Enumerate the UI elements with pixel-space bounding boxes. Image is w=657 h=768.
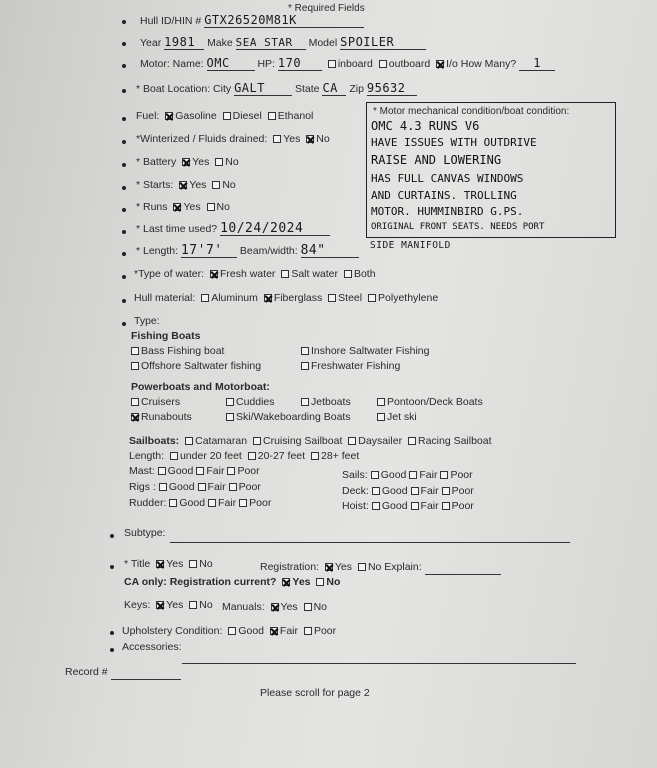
upholstery-good-label: Good	[238, 625, 264, 637]
pontoon-item	[374, 396, 483, 409]
jetboats-item	[298, 396, 351, 409]
inboard-checkbox[interactable]	[328, 60, 336, 68]
ca-no-checkbox[interactable]	[316, 578, 324, 586]
bullet	[110, 631, 114, 635]
sails-poor-checkbox[interactable]	[440, 471, 448, 479]
motor-row	[140, 57, 555, 71]
fair-label: Fair	[420, 485, 439, 497]
model-label: Model	[308, 37, 338, 49]
condition-line: AND CURTAINS. TROLLING	[371, 189, 517, 202]
title-yes-checkbox[interactable]	[156, 560, 164, 568]
year-row	[140, 36, 426, 50]
rudder-label: Rudder:	[129, 497, 167, 509]
condition-line: MOTOR. HUMMINBIRD G.PS.	[371, 205, 524, 218]
daysailer-label: Daysailer	[358, 435, 403, 447]
length-row	[136, 244, 359, 258]
starts-no-checkbox[interactable]	[212, 181, 220, 189]
hoist-label: Hoist:	[342, 500, 369, 512]
good-label: Good	[179, 497, 206, 509]
fishing-bass-row	[128, 345, 224, 358]
motor-label: Motor: Name:	[140, 58, 204, 70]
record-row	[65, 666, 181, 680]
outboard-label: outboard	[388, 58, 431, 70]
zip-value[interactable]: 95632	[367, 82, 417, 96]
subtype-label: Subtype:	[124, 527, 166, 539]
gasoline-checkbox[interactable]	[165, 112, 173, 120]
keys-no-label: No	[199, 599, 213, 611]
under-20-label: under 20 feet	[179, 450, 242, 462]
length-value[interactable]: 17'7'	[181, 244, 237, 258]
rigs-row	[129, 481, 261, 494]
daysailer-checkbox[interactable]	[348, 437, 356, 445]
accessories-input[interactable]	[182, 663, 576, 664]
cruising-sailboat-checkbox[interactable]	[253, 437, 261, 445]
pontoon-label: Pontoon/Deck Boats	[387, 396, 483, 408]
sail-length-row	[129, 450, 359, 463]
runabouts-checkbox[interactable]	[131, 413, 139, 421]
poor-label: Poor	[237, 465, 260, 477]
water-row	[134, 268, 376, 281]
good-label: Good	[168, 481, 195, 493]
make-value[interactable]: SEA STAR	[236, 36, 306, 50]
bass-checkbox[interactable]	[131, 347, 139, 355]
cuddies-label: Cuddies	[236, 396, 275, 408]
ca-only-label: CA only: Registration current?	[124, 576, 277, 588]
city-value[interactable]: GALT	[234, 82, 292, 96]
type-label: Type:	[134, 315, 160, 327]
title-row	[124, 558, 213, 571]
ski-checkbox[interactable]	[226, 413, 234, 421]
sails-fair-checkbox[interactable]	[409, 471, 417, 479]
bullet	[122, 163, 126, 167]
hull-value[interactable]: GTX26520M81K	[204, 14, 364, 28]
deck-good-checkbox[interactable]	[372, 487, 380, 495]
winterized-yes-label: Yes	[283, 133, 301, 145]
runs-no-checkbox[interactable]	[207, 203, 215, 211]
winterized-label: *Winterized / Fluids drained:	[136, 133, 268, 145]
poor-label: Poor	[451, 485, 474, 497]
length-label: * Length:	[136, 245, 179, 257]
inshore-checkbox[interactable]	[301, 347, 309, 355]
poor-label: Poor	[451, 500, 474, 512]
fair-label: Fair	[206, 465, 225, 477]
manuals-no-checkbox[interactable]	[304, 603, 312, 611]
starts-yes-label: Yes	[189, 179, 207, 191]
registration-row	[260, 561, 501, 575]
upholstery-poor-checkbox[interactable]	[304, 627, 312, 635]
cuddies-item	[223, 396, 275, 409]
hull-material-row	[134, 292, 438, 305]
runabouts-item	[128, 411, 192, 424]
inshore-label: Inshore Saltwater Fishing	[311, 345, 430, 357]
bullet	[122, 89, 126, 93]
io-label: I/o How Many?	[446, 58, 517, 70]
bullet	[110, 565, 114, 569]
condition-box[interactable]	[366, 102, 616, 238]
good-label: Good	[167, 465, 194, 477]
battery-row	[136, 156, 239, 169]
state-label: State	[294, 83, 320, 95]
fiberglass-checkbox[interactable]	[264, 294, 272, 302]
rudder-fair-checkbox[interactable]	[208, 499, 216, 507]
rigs-fair-checkbox[interactable]	[198, 483, 206, 491]
registration-yes-label: Yes	[334, 561, 353, 573]
good-label: Good	[380, 469, 407, 481]
bullet	[122, 230, 126, 234]
runs-no-label: No	[216, 201, 230, 213]
poor-label: Poor	[238, 481, 261, 493]
condition-line: HAVE ISSUES WITH OUTDRIVE	[371, 136, 537, 149]
last-used-label: * Last time used?	[136, 223, 218, 235]
sails-label: Sails:	[342, 469, 368, 481]
polyethylene-label: Polyethylene	[378, 292, 439, 304]
hoist-fair-checkbox[interactable]	[411, 502, 419, 510]
sail-row	[129, 435, 492, 448]
water-label: *Type of water:	[134, 268, 205, 280]
location-row	[136, 82, 417, 96]
bullet	[122, 20, 126, 24]
bass-label: Bass Fishing boat	[141, 345, 225, 357]
mast-row	[129, 465, 260, 478]
battery-label: * Battery	[136, 156, 177, 168]
jetski-label: Jet ski	[387, 411, 417, 423]
manuals-row	[222, 601, 327, 614]
state-value[interactable]: CA	[322, 82, 346, 96]
record-input[interactable]	[111, 666, 181, 680]
freshwater-label: Freshwater Fishing	[311, 360, 401, 372]
fair-label: Fair	[207, 481, 226, 493]
ethanol-label: Ethanol	[277, 110, 314, 122]
beam-label: Beam/width:	[239, 245, 298, 257]
hull-material-label: Hull material:	[134, 292, 196, 304]
ca-no-label: No	[326, 576, 341, 588]
pontoon-checkbox[interactable]	[377, 398, 385, 406]
power-title: Powerboats and Motorboat:	[131, 381, 270, 393]
runs-row	[136, 201, 230, 214]
offshore-checkbox[interactable]	[131, 362, 139, 370]
both-water-checkbox[interactable]	[344, 270, 352, 278]
fishing-freshwater-row	[298, 360, 400, 373]
starts-yes-checkbox[interactable]	[179, 181, 187, 189]
io-checkbox[interactable]	[436, 60, 444, 68]
title-yes-label: Yes	[166, 558, 184, 570]
runs-label: * Runs	[136, 201, 168, 213]
title-label: * Title	[124, 558, 151, 570]
upholstery-poor-label: Poor	[313, 625, 337, 637]
rigs-poor-checkbox[interactable]	[229, 483, 237, 491]
hp-value[interactable]: 170	[278, 57, 322, 71]
offshore-label: Offshore Saltwater fishing	[141, 360, 262, 372]
manuals-label: Manuals:	[222, 601, 265, 613]
aluminum-checkbox[interactable]	[201, 294, 209, 302]
accessories-label: Accessories:	[122, 641, 182, 653]
cruisers-label: Cruisers	[141, 396, 181, 408]
zip-label: Zip	[349, 83, 364, 95]
battery-yes-label: Yes	[192, 156, 210, 168]
hull-row	[140, 14, 364, 28]
fishing-title: Fishing Boats	[131, 330, 201, 342]
hull-label: Hull ID/HIN #	[140, 15, 202, 27]
20-27-label: 20-27 feet	[257, 450, 306, 462]
ski-label: Ski/Wakeboarding Boats	[236, 411, 351, 423]
last-used-row	[136, 222, 330, 236]
required-note: * Required Fields	[288, 3, 365, 14]
good-label: Good	[381, 500, 408, 512]
freshwater-checkbox[interactable]	[301, 362, 309, 370]
bullet	[110, 534, 114, 538]
rudder-poor-checkbox[interactable]	[239, 499, 247, 507]
winterized-yes-checkbox[interactable]	[273, 135, 281, 143]
last-used-value[interactable]: 10/24/2024	[220, 222, 330, 236]
title-no-checkbox[interactable]	[189, 560, 197, 568]
bullet	[122, 252, 126, 256]
ca-only-row	[124, 576, 340, 589]
starts-no-label: No	[222, 179, 236, 191]
manuals-no-label: No	[313, 601, 328, 613]
rigs-label: Rigs :	[129, 481, 156, 493]
ethanol-checkbox[interactable]	[268, 112, 276, 120]
scroll-note: Please scroll for page 2	[260, 687, 370, 699]
catamaran-label: Catamaran	[195, 435, 248, 447]
manuals-yes-checkbox[interactable]	[271, 603, 279, 611]
bullet	[122, 299, 126, 303]
rudder-row	[129, 497, 271, 510]
starts-label: * Starts:	[136, 179, 174, 191]
fair-label: Fair	[419, 469, 438, 481]
condition-line: RAISE AND LOWERING	[371, 153, 502, 167]
upholstery-fair-checkbox[interactable]	[270, 627, 278, 635]
polyethylene-checkbox[interactable]	[368, 294, 376, 302]
upholstery-good-checkbox[interactable]	[228, 627, 236, 635]
fuel-label: Fuel:	[136, 110, 160, 122]
deck-row	[342, 485, 474, 498]
hoist-row	[342, 500, 474, 513]
steel-checkbox[interactable]	[328, 294, 336, 302]
battery-yes-checkbox[interactable]	[182, 158, 190, 166]
fishing-inshore-row	[298, 345, 429, 358]
make-label: Make	[207, 37, 233, 49]
jetboats-label: Jetboats	[311, 396, 351, 408]
diesel-label: Diesel	[232, 110, 262, 122]
mast-good-checkbox[interactable]	[158, 467, 166, 475]
upholstery-fair-label: Fair	[279, 625, 299, 637]
manuals-yes-label: Yes	[280, 601, 298, 613]
fresh-water-label: Fresh water	[219, 268, 276, 280]
good-label: Good	[381, 485, 408, 497]
mast-label: Mast:	[129, 465, 155, 477]
sails-row	[342, 469, 473, 482]
battery-no-checkbox[interactable]	[215, 158, 223, 166]
condition-line: OMC 4.3 RUNS V6	[371, 119, 480, 133]
keys-row	[124, 599, 213, 612]
fiberglass-label: Fiberglass	[273, 292, 323, 304]
year-label: Year	[140, 37, 162, 49]
catamaran-checkbox[interactable]	[185, 437, 193, 445]
keys-no-checkbox[interactable]	[189, 601, 197, 609]
outboard-checkbox[interactable]	[379, 60, 387, 68]
winterized-no-label: No	[316, 133, 330, 145]
jetski-item	[374, 411, 417, 424]
rigs-good-checkbox[interactable]	[159, 483, 167, 491]
explain-input[interactable]	[425, 561, 501, 575]
record-label: Record #	[65, 666, 108, 678]
rudder-good-checkbox[interactable]	[169, 499, 177, 507]
20-27-checkbox[interactable]	[248, 452, 256, 460]
deck-fair-checkbox[interactable]	[411, 487, 419, 495]
salt-water-checkbox[interactable]	[281, 270, 289, 278]
sails-good-checkbox[interactable]	[371, 471, 379, 479]
motor-name[interactable]: OMC	[207, 57, 255, 71]
bullet	[122, 64, 126, 68]
poor-label: Poor	[249, 497, 272, 509]
upholstery-row	[122, 625, 336, 638]
fresh-water-checkbox[interactable]	[210, 270, 218, 278]
mast-poor-checkbox[interactable]	[227, 467, 235, 475]
ski-item	[223, 411, 351, 424]
28-plus-label: 28+ feet	[321, 450, 360, 462]
gasoline-label: Gasoline	[175, 110, 217, 122]
registration-no-checkbox[interactable]	[358, 563, 366, 571]
bullet	[122, 208, 126, 212]
year-value[interactable]: 1981	[164, 36, 204, 50]
keys-label: Keys:	[124, 599, 151, 611]
winterized-no-checkbox[interactable]	[306, 135, 314, 143]
fair-label: Fair	[420, 500, 439, 512]
keys-yes-label: Yes	[166, 599, 184, 611]
28-plus-checkbox[interactable]	[311, 452, 319, 460]
mast-fair-checkbox[interactable]	[196, 467, 204, 475]
subtype-input[interactable]	[170, 542, 570, 543]
under-20-checkbox[interactable]	[170, 452, 178, 460]
fishing-offshore-row	[128, 360, 261, 373]
steel-label: Steel	[338, 292, 363, 304]
racing-sailboat-checkbox[interactable]	[408, 437, 416, 445]
runabouts-label: Runabouts	[141, 411, 192, 423]
jetboats-checkbox[interactable]	[301, 398, 309, 406]
poor-label: Poor	[450, 469, 473, 481]
fair-label: Fair	[218, 497, 237, 509]
fuel-row	[136, 110, 313, 123]
bullet	[122, 186, 126, 190]
bullet	[122, 117, 126, 121]
sail-length-label: Length:	[129, 450, 165, 462]
battery-no-label: No	[225, 156, 239, 168]
registration-label: Registration:	[260, 561, 319, 573]
registration-no-label: No Explain:	[367, 561, 422, 573]
sail-title: Sailboats:	[129, 435, 180, 447]
racing-sailboat-label: Racing Sailboat	[417, 435, 492, 447]
winterized-row	[136, 133, 330, 146]
diesel-checkbox[interactable]	[223, 112, 231, 120]
aluminum-label: Aluminum	[211, 292, 258, 304]
bullet	[122, 275, 126, 279]
condition-line: ORIGINAL FRONT SEATS. NEEDS PORT	[371, 222, 545, 232]
cruisers-checkbox[interactable]	[131, 398, 139, 406]
starts-row	[136, 179, 236, 192]
runs-yes-label: Yes	[183, 201, 201, 213]
ca-yes-label: Yes	[292, 576, 311, 588]
motor-count[interactable]: 1	[519, 57, 555, 71]
deck-poor-checkbox[interactable]	[442, 487, 450, 495]
power-row-1	[128, 396, 180, 409]
cuddies-checkbox[interactable]	[226, 398, 234, 406]
location-label: * Boat Location: City	[136, 83, 232, 95]
inboard-label: inboard	[337, 58, 373, 70]
bullet	[122, 42, 126, 46]
deck-label: Deck:	[342, 485, 369, 497]
cruising-sailboat-label: Cruising Sailboat	[262, 435, 343, 447]
salt-water-label: Salt water	[291, 268, 339, 280]
hp-label: HP:	[257, 58, 275, 70]
model-value[interactable]: SPOILER	[340, 36, 426, 50]
condition-overflow-line: SIDE MANIFOLD	[370, 240, 451, 251]
both-water-label: Both	[353, 268, 376, 280]
runs-yes-checkbox[interactable]	[173, 203, 181, 211]
beam-value[interactable]: 84"	[301, 244, 359, 258]
upholstery-label: Upholstery Condition:	[122, 625, 223, 637]
bullet	[110, 648, 114, 652]
condition-label: * Motor mechanical condition/boat condition:	[373, 106, 570, 117]
registration-yes-checkbox[interactable]	[325, 563, 333, 571]
bullet	[122, 140, 126, 144]
jetski-checkbox[interactable]	[377, 413, 385, 421]
hoist-poor-checkbox[interactable]	[442, 502, 450, 510]
ca-yes-checkbox[interactable]	[282, 578, 290, 586]
bullet	[122, 322, 126, 326]
condition-line: HAS FULL CANVAS WINDOWS	[371, 172, 524, 185]
keys-yes-checkbox[interactable]	[156, 601, 164, 609]
hoist-good-checkbox[interactable]	[372, 502, 380, 510]
title-no-label: No	[199, 558, 213, 570]
